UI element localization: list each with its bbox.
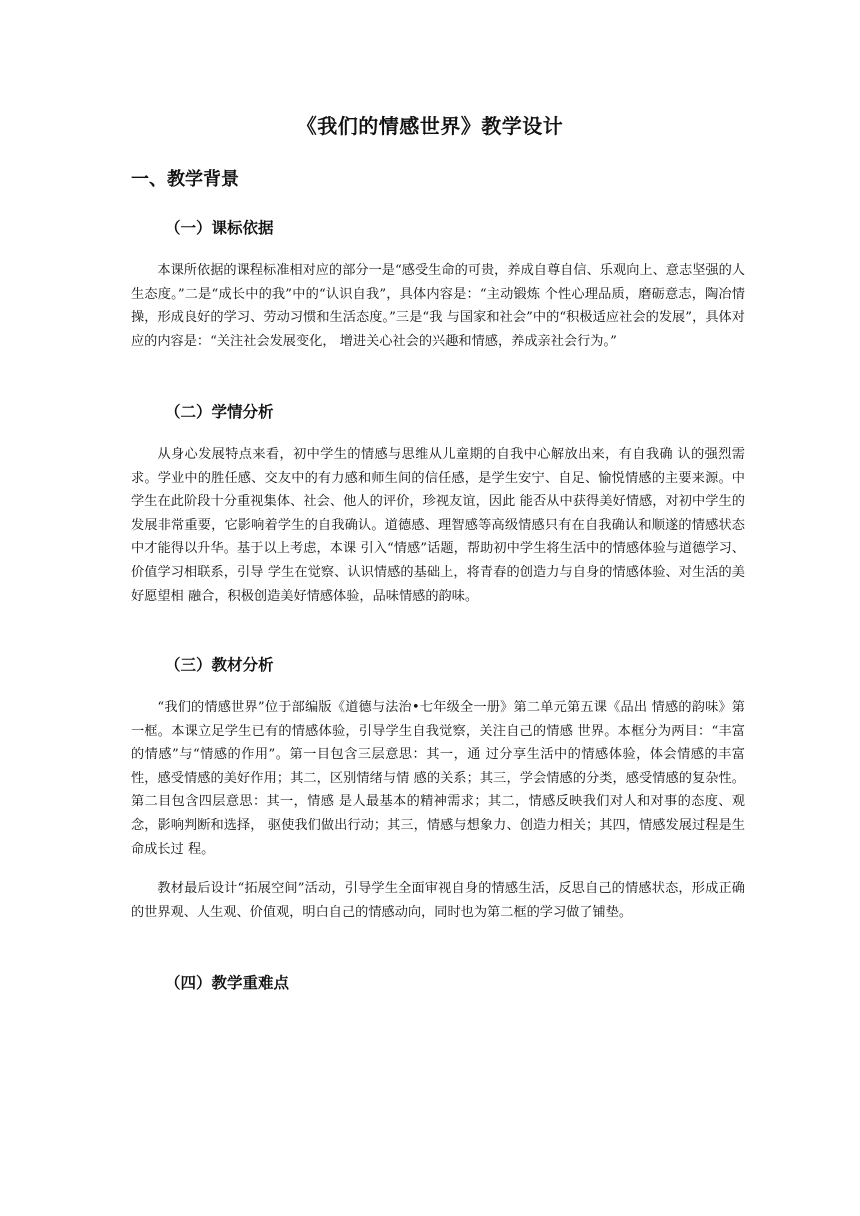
paragraph-textbook-analysis-2: 教材最后设计“拓展空间”活动，引导学生全面审视自身的情感生活，反思自己的情感状态，形成正确的世界观、人生观、价值观，明白自己的情感动向，同时也为第二框的学习做了铺垫。 (131, 881, 745, 920)
subheading-textbook-analysis: （三）教材分析 (165, 656, 274, 674)
paragraph-curriculum-basis: 本课所依据的课程标准相对应的部分一是“感受生命的可贵，养成自尊自信、乐观向上、意志坚强的人生态度。”二是“成长中的我”中的“认识自我”，具体内容是：“主动锻炼 个性心理品质，磨砺意志，陶冶情操，形成良好的学习、劳动习惯和生活态度。”三是“我 与国家和社会”中的“积极适应社会的发展”，具体对应的内容是：“关注社会发展变化， 增进关心社会的兴趣和情感，养成亲社会行为。” (131, 263, 745, 349)
subheading-key-difficulties: （四）教学重难点 (165, 974, 290, 992)
document-title: 《我们的情感世界》教学设计 (296, 114, 564, 138)
section-heading-background: 一、教学背景 (131, 169, 239, 190)
paragraph-student-analysis: 从身心发展特点来看，初中学生的情感与思维从儿童期的自我中心解放出来，有自我确 认的强烈需求。学业中的胜任感、交友中的有力感和师生间的信任感，是学生安宁、自足、愉悦情感的主要来源。中学生在此阶段十分重视集体、社会、他人的评价，珍视友谊，因此 能否从中获得美好情感，对初中学生的发展非常重要，它影响着学生的自我确认。道德感、理智感等高级情感只有在自我确认和顺遂的情感状态中才能得以升华。基于以上考虑，本课 引入“情感”话题，帮助初中学生将生活中的情感体验与道德学习、价值学习相联系，引导 学生在觉察、认识情感的基础上，将青春的创造力与自身的情感体验、对生活的美好愿望相 融合，积极创造美好情感体验，品味情感的韵味。 (131, 447, 745, 604)
subheading-student-analysis: （二）学情分析 (165, 403, 274, 421)
paragraph-textbook-analysis-1: “我们的情感世界”位于部编版《道德与法治•七年级全一册》第二单元第五课《品出 情感的韵味》第一框。本课立足学生已有的情感体验，引导学生自我觉察，关注自己的情感 世界。本框分为两目：“丰富的情感”与“情感的作用”。第一目包含三层意思：其一，通 过分享生活中的情感体验，体会情感的丰富性，感受情感的美好作用；其二，区别情绪与情 感的关系；其三，学会情感的分类，感受情感的复杂性。第二目包含四层意思：其一，情感 是人最基本的精神需求；其二，情感反映我们对人和对事的态度、观念，影响判断和选择， 驱使我们做出行动；其三，情感与想象力、创造力相关；其四，情感发展过程是生命成长过 程。 (131, 700, 745, 857)
subheading-curriculum-basis: （一）课标依据 (165, 219, 274, 237)
